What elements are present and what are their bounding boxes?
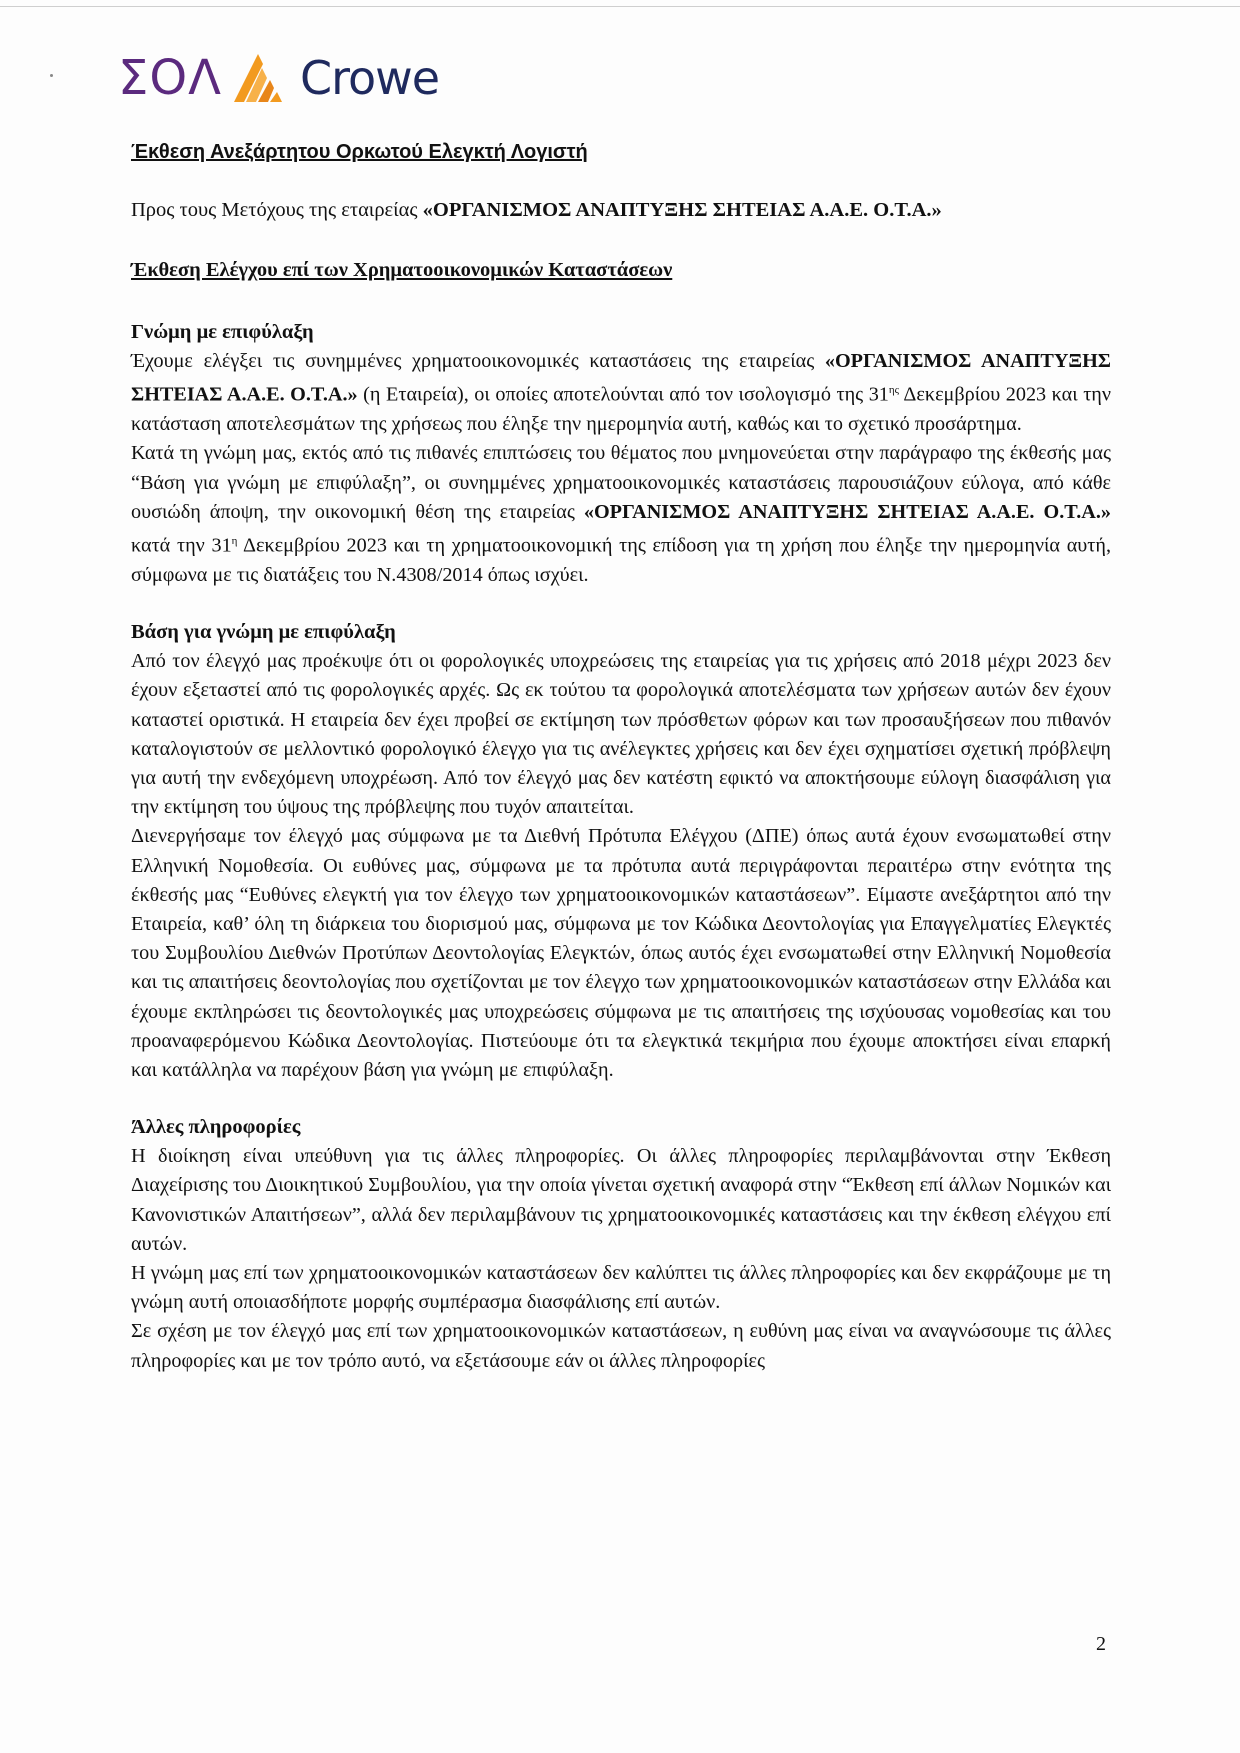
logo-sol-text: ΣΟΛ	[118, 50, 222, 106]
recipient-company: «ΟΡΓΑΝΙΣΜΟΣ ΑΝΑΠΤΥΞΗΣ ΣΗΤΕΙΑΣ Α.Α.Ε. Ο.Τ.Α.»	[422, 199, 942, 221]
crowe-flame-icon	[232, 52, 292, 104]
opinion-paragraph-1	[131, 347, 1111, 439]
opinion-p2-ordinal: η	[231, 534, 238, 547]
other-info-paragraph-1: Η διοίκηση είναι υπεύθυνη για τις άλλες πληροφορίες. Οι άλλες πληροφορίες περιλαμβάνονται στην Έκθεση Διαχείρισης του Διοικητικού Συμβουλίου, για την οποία γίνεται σχετική αναφορά στην “Έκθεση επί άλλων Νομικών και Κανονιστικών Απαιτήσεων”, αλλά δεν περιλαμβάνουν τις χρηματοοικονομικές καταστάσεις και την έκθεση ελέγχου επί αυτών.	[131, 1145, 1111, 1255]
opinion-p2-company: «ΟΡΓΑΝΙΣΜΟΣ ΑΝΑΠΤΥΞΗΣ ΣΗΤΕΙΑΣ Α.Α.Ε. Ο.Τ.Α.»	[583, 500, 1111, 523]
page-number: 2	[1096, 1633, 1106, 1655]
opinion-p1-company: «ΟΡΓΑΝΙΣΜΟΣ ΑΝΑΠΤΥΞΗΣ ΣΗΤΕΙΑΣ Α.Α.Ε. Ο.Τ.Α.»	[131, 350, 1111, 406]
opinion-heading: Γνώμη με επιφύλαξη	[131, 321, 314, 343]
other-info-paragraph-3: Σε σχέση με τον έλεγχό μας επί των χρηματοοικονομικών καταστάσεων, η ευθύνη μας είναι να αναγνώσουμε τις άλλες πληροφορίες και με τον τρόπο αυτό, να εξετάσουμε εάν οι άλλες πληροφορίες	[131, 1320, 1111, 1372]
basis-paragraph-1: Από τον έλεγχό μας προέκυψε ότι οι φορολογικές υποχρεώσεις της εταιρείας για τις χρήσεις από 2018 μέχρι 2023 δεν έχουν εξεταστεί από τις φορολογικές αρχές. Ως εκ τούτου τα φορολογικά αποτελέσματα των χρήσεων αυτών δεν έχουν καταστεί οριστικά. Η εταιρεία δεν έχει προβεί σε εκτίμηση των πρόσθετων φόρων και των προσαυξήσεων που πιθανόν καταλογιστούν σε μελλοντικό φορολογικό έλεγχο για τις ανέλεγκτες χρήσεις και δεν έχει σχηματίσει σχετική πρόβλεψη για αυτή την ενδεχόμενη υποχρέωση. Από τον έλεγχό μας δεν κατέστη εφικτό να αποκτήσουμε εύλογη διασφάλιση για την εκτίμηση του ύψους της πρόβλεψης που τυχόν απαιτείται.	[131, 650, 1111, 819]
scan-top-edge	[0, 6, 1240, 7]
report-title: Έκθεση Ανεξάρτητου Ορκωτού Ελεγκτή Λογιστή	[131, 141, 588, 163]
opinion-p2-text-c: Δεκεμβρίου 2023 και τη χρηματοοικονομική της επίδοση για τη χρήση που έληξε την ημερομηνία αυτή, σύμφωνα με τις διατάξεις του Ν.4308/2014 όπως ισχύει.	[131, 534, 1112, 586]
opinion-p2-text-b: κατά την 31	[131, 534, 232, 557]
basis-section	[131, 618, 1111, 1085]
recipient-line	[131, 196, 1111, 224]
opinion-paragraph-2	[131, 439, 1111, 590]
company-logo	[118, 46, 439, 110]
other-info-section	[131, 1113, 1111, 1376]
opinion-p1-ordinal: ης	[888, 384, 900, 397]
basis-heading: Βάση για γνώμη με επιφύλαξη	[131, 621, 396, 644]
opinion-p1-text-b: (η Εταιρεία), οι οποίες αποτελούνται από τον ισολογισμό της 31	[357, 383, 889, 406]
other-info-heading: Άλλες πληροφορίες	[131, 1116, 301, 1139]
opinion-p1-text-c: Δεκεμβρίου 2023 και την κατάσταση αποτελεσμάτων της χρήσεως που έληξε την ημερομηνία αυτή, καθώς και το σχετικό προσάρτημα.	[131, 383, 1111, 436]
section-title: Έκθεση Ελέγχου επί των Χρηματοοικονομικών Καταστάσεων	[131, 259, 673, 281]
opinion-p1-text-a: Έχουμε ελέγξει τις συνημμένες χρηματοοικονομικές καταστάσεις της εταιρείας	[131, 350, 825, 372]
report-body	[131, 138, 1111, 1376]
logo-crowe-text: Crowe	[299, 51, 440, 105]
other-info-paragraph-2: Η γνώμη μας επί των χρηματοοικονομικών καταστάσεων δεν καλύπτει τις άλλες πληροφορίες και δεν εκφράζουμε με τη γνώμη αυτή οποιασδήποτε μορφής συμπέρασμα διασφάλισης επί αυτών.	[131, 1261, 1111, 1314]
opinion-p2-text-a: Κατά τη γνώμη μας, εκτός από τις πιθανές επιπτώσεις του θέματος που μνημονεύεται στην παράγραφο της έκθεσής μας “Βάση για γνώμη με επιφύλαξη”, οι συνημμένες χρηματοοικονομικές καταστάσεις παρουσιάζουν εύλογα, από κάθε ουσιώδη άποψη, την οικονομική θέση της εταιρείας	[131, 442, 1111, 523]
recipient-prefix: Προς τους Μετόχους της εταιρείας	[131, 199, 423, 221]
basis-paragraph-2: Διενεργήσαμε τον έλεγχό μας σύμφωνα με τα Διεθνή Πρότυπα Ελέγχου (ΔΠΕ) όπως αυτά έχουν ενσωματωθεί στην Ελληνική Νομοθεσία. Οι ευθύνες μας, σύμφωνα με τα πρότυπα αυτά περιγράφονται περαιτέρω στην ενότητα της έκθεσής μας “Ευθύνες ελεγκτή για τον έλεγχο των χρηματοοικονομικών καταστάσεων”. Είμαστε ανεξάρτητοι από την Εταιρεία, καθ’ όλη τη διάρκεια του διορισμού μας, σύμφωνα με τον Κώδικα Δεοντολογίας για Επαγγελματίες Ελεγκτές του Συμβουλίου Διεθνών Προτύπων Δεοντολογίας Ελεγκτών, όπως αυτός έχει ενσωματωθεί στην Ελληνική Νομοθεσία και τις απαιτήσεις δεοντολογίας που σχετίζονται με τον έλεγχο των χρηματοοικονομικών καταστάσεων στην Ελλάδα και έχουμε εκπληρώσει τις δεοντολογικές μας υποχρεώσεις σύμφωνα με τις απαιτήσεις της ισχύουσας νομοθεσίας και του προαναφερόμενου Κώδικα Δεοντολογίας. Πιστεύουμε ότι τα ελεγκτικά τεκμήρια που έχουμε αποκτήσει είναι επαρκή και κατάλληλα να παρέχουν βάση για γνώμη με επιφύλαξη.	[131, 825, 1111, 1081]
opinion-section	[131, 318, 1111, 590]
scan-speck	[50, 74, 53, 77]
